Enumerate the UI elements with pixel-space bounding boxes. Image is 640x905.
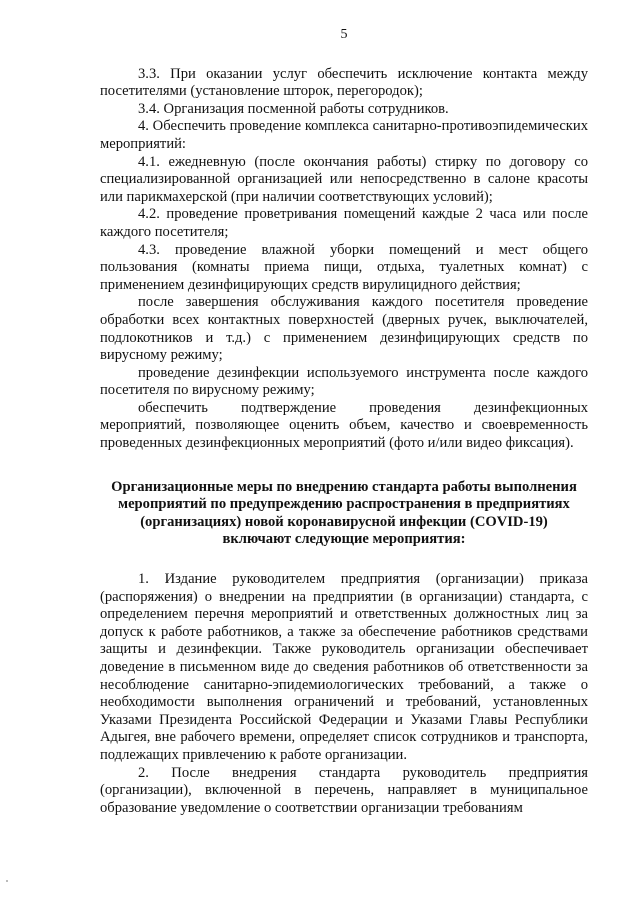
heading-line: Организационные меры по внедрению стандарта работы выполнения xyxy=(111,478,577,495)
paragraph-4-1: 4.1. ежедневную (после окончания работы) стирку по договору со специализированной организацией или непосредственно в салоне красоты или парикмахерской (при наличии соответствующих условий); xyxy=(100,153,588,205)
paragraph-confirmation: обеспечить подтверждение проведения дезинфекционных мероприятий, позволяющее оценить объем, качество и своевременность проведенных дезинфекционных мероприятий (фото и/или видео фиксация). xyxy=(100,399,588,452)
paragraph-item-2: 2. После внедрения стандарта руководитель предприятия (организации), включенной в перечень, направляет в муниципальное образование уведомление о соответствии организации требованиям xyxy=(100,764,588,816)
page-number: 5 xyxy=(340,27,348,42)
paragraph-3-3: 3.3. При оказании услуг обеспечить исключение контакта между посетителями (установление шторок, перегородок); xyxy=(100,65,588,100)
heading-line: (организациях) новой коронавирусной инфекции (COVID-19) xyxy=(140,513,548,530)
bottom-section xyxy=(100,571,588,817)
paragraph-3-4: 3.4. Организация посменной работы сотрудников. xyxy=(138,100,449,117)
top-section xyxy=(100,66,588,453)
paragraph-surface-treatment: после завершения обслуживания каждого посетителя проведение обработки всех контактных поверхностей (дверных ручек, выключателей, подлокотников и т.д.) с применением дезинфицирующих средств по вирусному режиму; xyxy=(100,294,588,364)
section-heading xyxy=(100,479,588,549)
heading-line: мероприятий по предупреждению распространения в предприятиях xyxy=(118,496,570,513)
paragraph-4: 4. Обеспечить проведение комплекса санитарно-противоэпидемических мероприятий: xyxy=(100,118,588,152)
paragraph-4-3: 4.3. проведение влажной уборки помещений и мест общего пользования (комнаты приема пищи, отдыха, туалетных комнат) с применением дезинфицирующих средств вирулицидного действия; xyxy=(100,241,588,293)
heading-line: включают следующие мероприятия: xyxy=(222,531,466,548)
paragraph-4-2: 4.2. проведение проветривания помещений каждые 2 часа или после каждого посетителя; xyxy=(100,206,588,240)
paragraph-item-1: 1. Издание руководителем предприятия (организации) приказа (распоряжения) о внедрении на предприятии (в организации) стандарта, с определением перечня мероприятий и ответственных должностных лиц за допуск к работе работников, а также за обеспечение работников средствами защиты и дезинфекции. Также руководитель организации обеспечивает доведение в письменном виде до сведения работников об ответственности за несоблюдение санитарно-эпидемиологических требований, а также о необходимости выполнения ограничений и требований, установленных Указами Президента Российской Федерации и Указами Главы Республики Адыгея, вне рабочего времени, определяет список сотрудников и транспорта, подлежащих привлечению к работе организации. xyxy=(100,571,588,763)
paragraph-instrument-disinfection: проведение дезинфекции используемого инструмента после каждого посетителя по вирусному режиму; xyxy=(100,364,588,399)
scan-speck xyxy=(6,880,8,882)
